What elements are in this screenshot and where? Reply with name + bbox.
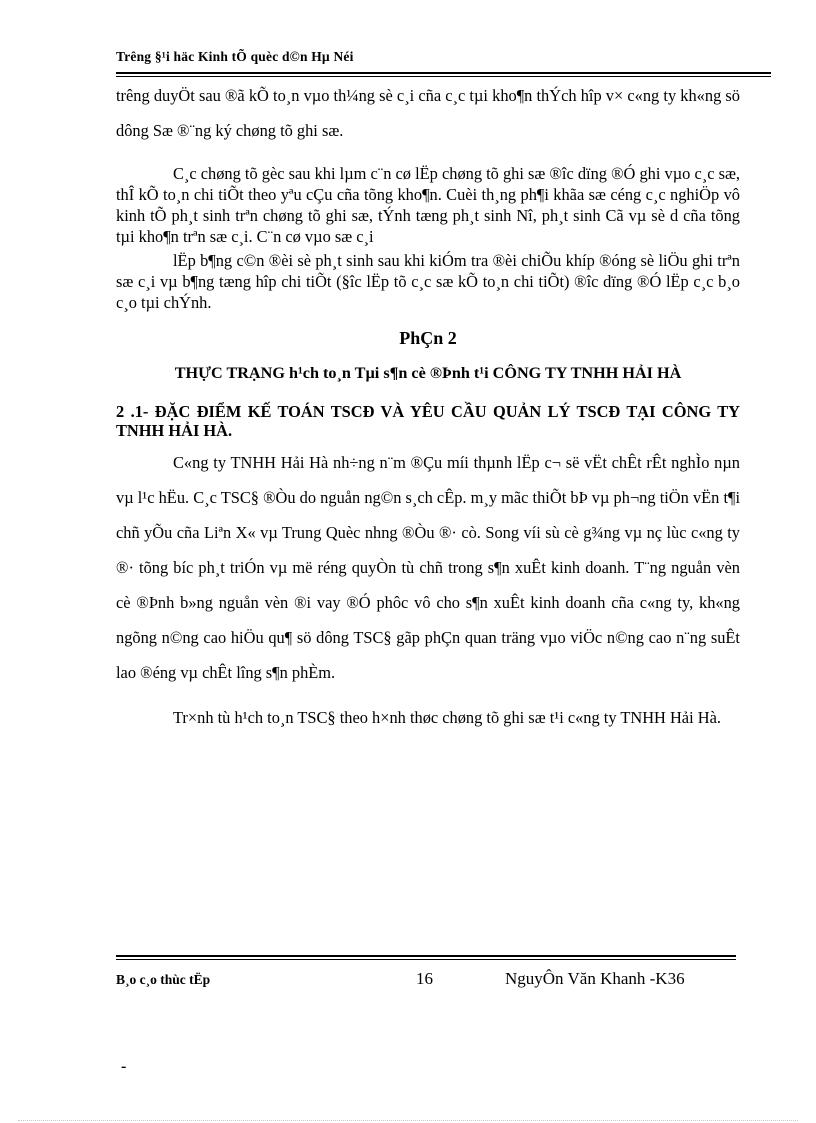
page-body [116,78,740,728]
page-number: 16 [416,969,433,988]
footer-author: NguyÔn Văn Khanh -K36 [505,969,685,988]
paragraph-procedure: Tr×nh tù h¹ch to¸n TSC§ theo h×nh thøc chøng tõ ghi sæ t¹i c«ng ty TNHH Hải Hà. [173,708,721,727]
paragraph-vouchers: C¸c chøng tõ gèc sau khi lµm c¨n cø lËp chøng tõ ghi sæ ®îc dïng ®Ó ghi vµo c¸c sæ, thÎ kÕ to¸n chi tiÕt theo yªu cÇu cña tõng kho¶n. Cuèi th¸ng ph¶i khãa sæ céng c¸c nghiÖp vô kinh tÕ ph¸t sinh trªn chøng tõ ghi sæ, tÝnh tæng ph¸t sinh Nî, ph¸t sinh Cã vµ sè d cña tõng tµi kho¶n trªn sæ c¸i. C¨n cø vµo sæ c¸i [116,164,740,246]
paragraph-continuation: trêng duyÖt sau ®ã kÕ to¸n vµo th¼ng sè c¸i cña c¸c tµi kho¶n thÝch hîp v× c«ng ty kh«ng sö dông Sæ ®¨ng ký chøng tõ ghi sæ. [116,86,740,140]
stray-dash: - [121,1058,127,1075]
running-header: Trêng §¹i häc Kinh tÕ quèc d©n Hµ Néi [116,49,354,64]
part-title: PhÇn 2 [399,328,457,348]
footer-rule [116,955,736,957]
page-edge-dotted-line [18,1120,798,1121]
header-rule [116,72,771,74]
footer-rule-thin [116,959,736,960]
paragraph-company-history: C«ng ty TNHH Hải Hà nh÷ng n¨m ®Çu míi thµnh lËp c¬ së vËt chÊt rÊt nghÌo nµn vµ l¹c hËu. C¸c TSC§ ®Òu do nguån ng©n s¸ch cÊp. m¸y mãc thiÕt bÞ vµ ph¬ng tiÖn vËn t¶i chñ yÕu cña Liªn X« vµ Trung Quèc nhng ®Òu ®· cò. Song víi sù cè g¾ng vµ nç lùc c«ng ty ®· tõng bíc ph¸t triÓn vµ më réng quyÒn tù chñ trong s¶n xuÊt kinh doanh. T¨ng nguån vèn cè ®Þnh b»ng nguån vèn ®i vay ®Ó phôc vô cho s¶n xuÊt kinh doanh cña c«ng ty, kh«ng ngõng n©ng cao hiÖu qu¶ sö dông TSC§ gãp phÇn quan träng vµo viÖc n©ng cao n¨ng suÊt lao ®éng vµ chÊt lîng s¶n phÈm. [116,453,740,682]
section-heading: 2 .1- ĐẶC ĐIỂM KẾ TOÁN TSCĐ VÀ YÊU CẦU QUẢN LÝ TSCĐ TẠI CÔNG TY TNHH HẢI HÀ. [116,402,740,440]
part-subtitle: THỰC TRẠNG h¹ch to¸n Tµi s¶n cè ®Þnh t¹i CÔNG TY TNHH HẢI HÀ [174,364,682,382]
footer-report-label: B¸o c¸o thùc tËp [116,972,211,987]
header-rule-thin [116,76,771,77]
paragraph-balance-sheet: lËp b¶ng c©n ®èi sè ph¸t sinh sau khi kiÓm tra ®èi chiÕu khíp ®óng sè liÖu ghi trªn sæ c¸i vµ b¶ng tæng hîp chi tiÕt (§îc lËp tõ c¸c sæ kÕ to¸n chi tiÕt) ®îc dïng ®Ó lËp c¸c b¸o c¸o tµi chÝnh. [116,251,740,312]
